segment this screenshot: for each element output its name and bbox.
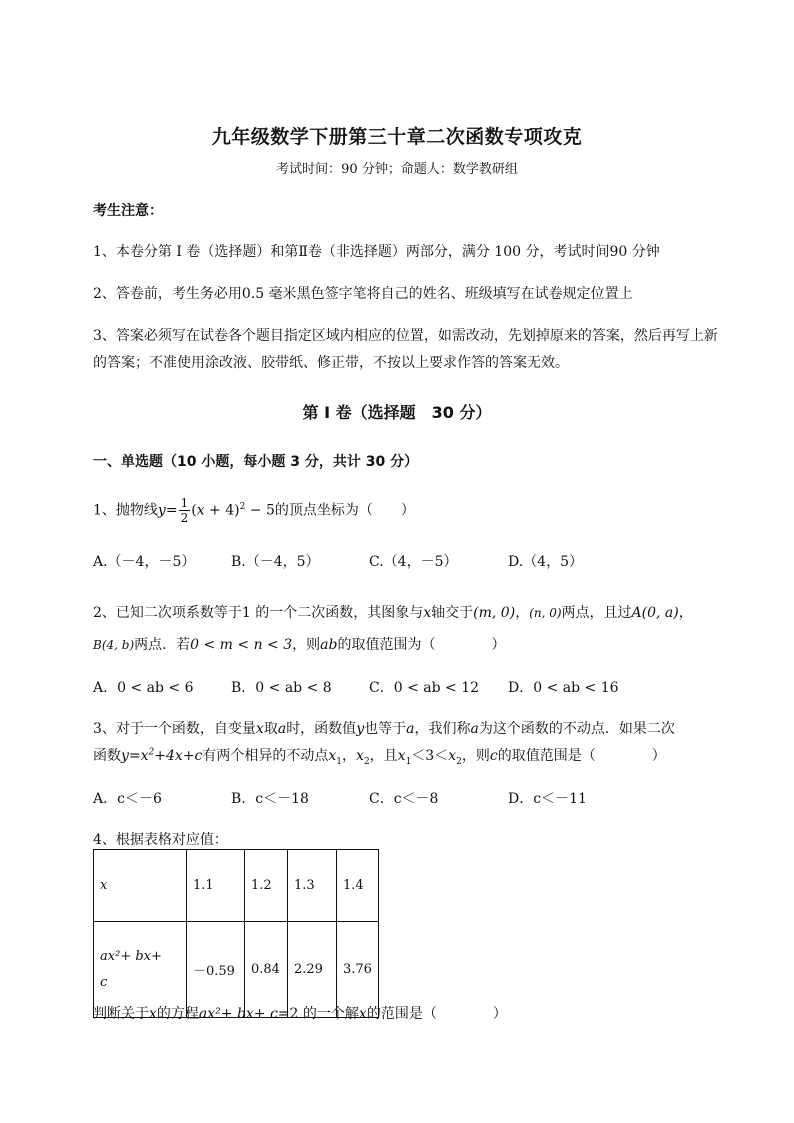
q3-function-tail: +4x+c	[154, 748, 203, 764]
q3-text-4: 也等于	[364, 721, 407, 737]
q3-option-c[interactable]: C．c＜－8	[369, 791, 439, 807]
question-4-prompt	[93, 1003, 507, 1023]
q1-paren: (	[191, 502, 197, 519]
exam-title: 九年级数学下册第三十章二次函数专项攻克	[211, 126, 583, 148]
table-cell: 1.2	[245, 850, 288, 922]
q1-x: x	[196, 502, 205, 519]
table-cell: －0.59	[187, 922, 245, 1018]
q1-option-b[interactable]: B.（－4，5）	[231, 554, 320, 570]
q1-option-d[interactable]: D.（4，5）	[508, 554, 583, 570]
q3-x1: x	[328, 748, 337, 764]
q1-expr-tail: − 5	[245, 502, 275, 519]
q3-a1: a	[277, 721, 287, 737]
q3-x2: x	[356, 748, 364, 764]
q2-ab: ab	[320, 637, 338, 653]
q3-text-11: 的取值范围是（ ）	[497, 748, 666, 764]
q3-sep: ，	[342, 748, 357, 764]
q3-c: c	[489, 748, 498, 764]
q4-text-2: 的方程	[156, 1006, 199, 1022]
note-item-3-line-1: 3、答案必须写在试卷各个题目指定区域内相应的位置，如需改动，先划掉原来的答案，然后再写上新	[93, 328, 718, 344]
q2-option-b[interactable]: B．0 < ab < 8	[231, 680, 332, 696]
table-cell: 0.84	[245, 922, 288, 1018]
q2-text-4: 两点．若	[134, 637, 191, 653]
q3-text-10: ，则	[461, 748, 490, 764]
q1-equals: =	[165, 502, 178, 519]
q3-text-1: 3、对于一个函数，自变量	[93, 721, 256, 737]
table-cell: 1.1	[187, 850, 245, 922]
q3-text-2: 取	[263, 721, 278, 737]
q4-text-1: 判断关于	[93, 1006, 149, 1022]
q2-x-axis: x	[423, 605, 432, 621]
q3-text-9: ，且	[369, 748, 398, 764]
q3-x2b: x	[448, 748, 457, 764]
q4-text-4: 的范围是（ ）	[366, 1006, 507, 1022]
q3-x1b: x	[397, 748, 406, 764]
q3-y: y	[356, 721, 365, 737]
q3-x1b-sub: 1	[405, 756, 412, 767]
q2-text-3: 两点，且过	[561, 605, 632, 621]
section-title: 一、单选题（10 小题，每小题 3 分，共计 30 分）	[93, 454, 419, 470]
question-1	[93, 496, 415, 525]
q3-text-7: 函数	[93, 748, 121, 764]
q2-text-1: 2、已知二次项系数等于1 的一个二次函数，其图象与	[93, 605, 424, 621]
q3-text-8: 有两个相异的不动点	[202, 748, 329, 764]
q2-point-n: (n, 0)	[529, 606, 562, 620]
q2-point-m: (m, 0)	[473, 605, 516, 621]
expression-line-1: ax²+ bx+	[100, 948, 162, 964]
table-cell-x-label: x	[94, 850, 187, 922]
q3-function: y=x	[121, 748, 149, 764]
note-item-2: 2、答卷前，考生务必用0.5 毫米黑色签字笔将自己的姓名、班级填写在试卷规定位置上	[93, 286, 633, 302]
table-cell: 2.29	[288, 922, 337, 1018]
q3-x2-sub: 2	[363, 756, 370, 767]
q3-option-b[interactable]: B．c＜－18	[231, 791, 309, 807]
q3-text-3: 时，函数值	[286, 721, 357, 737]
question-3-line-1	[93, 718, 675, 738]
question-4-title: 4、根据表格对应值：	[93, 832, 228, 848]
question-3-line-2	[93, 745, 666, 767]
q2-point-b: B(4, b)	[93, 638, 135, 652]
note-item-3-line-2: 的答案；不准使用涂改液、胶带纸、修正带，不按以上要求作答的答案无效。	[93, 355, 569, 371]
q1-option-c[interactable]: C.（4，－5）	[369, 554, 458, 570]
q3-text-6: 为这个函数的不动点．如果二次	[478, 721, 675, 737]
q2-option-a[interactable]: A．0 < ab < 6	[93, 680, 194, 696]
q2-text-6: 的取值范围为（ ）	[337, 637, 506, 653]
q4-x: x	[149, 1006, 157, 1022]
question-2-line-1	[93, 602, 693, 622]
q3-x2b-sub: 2	[456, 756, 462, 767]
q2-text-2: 轴交于	[431, 605, 474, 621]
q2-point-a: A(0, a)	[631, 605, 679, 621]
q1-fraction-numerator: 1	[180, 496, 189, 510]
q3-function-square: 2	[148, 747, 155, 758]
q1-square: 2	[239, 501, 246, 512]
table-cell: 1.4	[337, 850, 379, 922]
q3-option-a[interactable]: A．c＜－6	[93, 791, 162, 807]
q2-option-c[interactable]: C．0 < ab < 12	[369, 680, 480, 696]
question-2-line-2	[93, 634, 505, 654]
value-table	[93, 849, 379, 1018]
q1-option-a[interactable]: A.（－4，－5）	[93, 554, 196, 570]
q1-expr: + 4)	[204, 502, 240, 519]
q3-a2: a	[406, 721, 415, 737]
notes-heading: 考生注意：	[93, 203, 163, 219]
table-row	[94, 850, 379, 922]
table-cell: 3.76	[337, 922, 379, 1018]
note-item-1: 1、本卷分第 I 卷（选择题）和第Ⅱ卷（非选择题）两部分，满分 100 分，考试时间90 分钟	[93, 244, 660, 260]
q1-fraction	[179, 496, 191, 525]
q2-comma: ，	[515, 605, 530, 621]
q3-x1-sub: 1	[336, 756, 343, 767]
exam-subtitle: 考试时间：90 分钟；命题人：数学教研组	[276, 162, 518, 177]
q3-option-d[interactable]: D．c＜－11	[508, 791, 587, 807]
q3-a3: a	[470, 721, 479, 737]
q3-x: x	[255, 721, 264, 737]
q2-inequality: 0 < m < n < 3	[190, 637, 293, 653]
q1-fraction-denominator: 2	[180, 511, 189, 525]
q2-tail-comma: ，	[678, 605, 693, 621]
q1-suffix: 的顶点坐标为（ ）	[274, 502, 415, 519]
q2-option-d[interactable]: D．0 < ab < 16	[508, 680, 619, 696]
q3-lt: ＜3＜	[411, 748, 449, 764]
q1-prefix: 1、抛物线	[93, 502, 158, 519]
q4-equation: ax²+ bx+ c	[198, 1006, 278, 1022]
q1-y: y	[157, 502, 166, 519]
table-cell: 1.3	[288, 850, 337, 922]
q4-x-2: x	[358, 1006, 367, 1022]
part-1-title: 第 I 卷（选择题 30 分）	[302, 403, 492, 422]
q2-text-5: ，则	[292, 637, 321, 653]
q3-text-5: ，我们称	[414, 721, 471, 737]
expression-line-2: c	[100, 974, 108, 990]
q4-text-3: =2 的一个解	[277, 1006, 359, 1022]
